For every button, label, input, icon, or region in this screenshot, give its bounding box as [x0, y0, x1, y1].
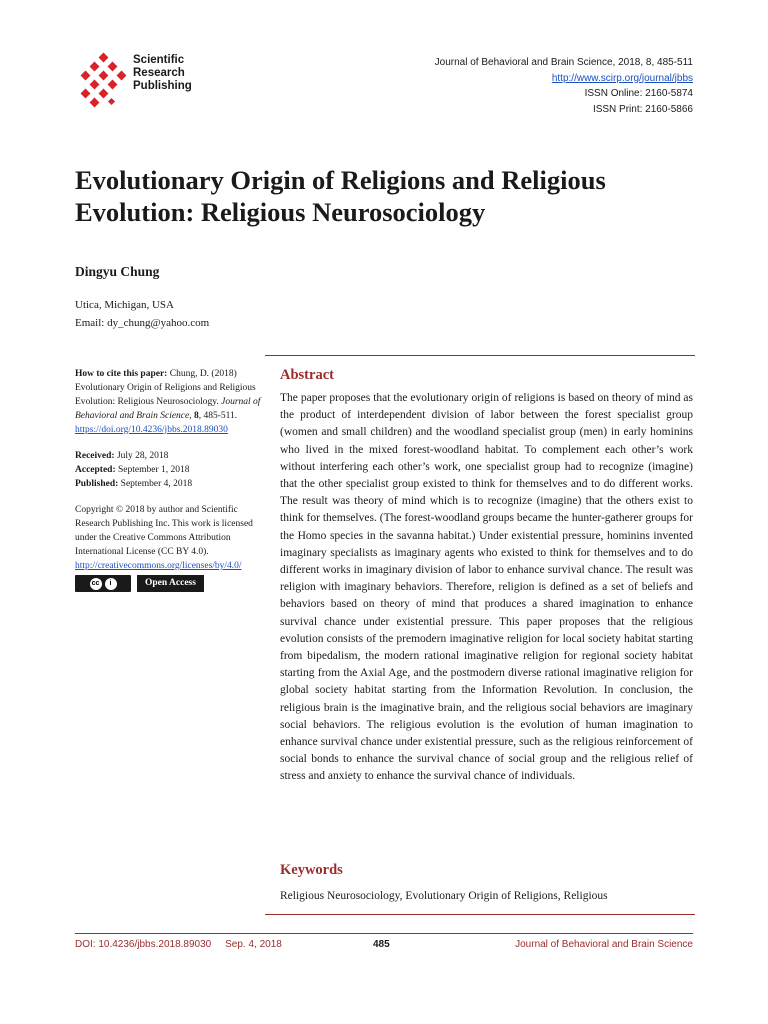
badges: [75, 575, 265, 592]
copyright-block: [75, 503, 265, 573]
abstract-bottom-rule: [265, 914, 695, 915]
abstract-text: The paper proposes that the evolutionary origin of religions is based on theory of mind as the product of interdependent division of labor between the forest specialist group (women and small children) and the woodland specialist group (men) in early hominins who lived in the mixed forest-woodland habitat. To complement each other’s work without interfering each other’s work, one specialist group had to recognize (imagine) that the other specialist group existed to think for themselves and to do different works. The result was theory of mind which is to recognize (imagine) that the others exist to think for themselves. (The forest-woodland groups became the hunter-gatherer groups for the Homo species in the savanna habitat.) Under existential pressure, hominins invented imaginary specialists as imaginary agents who existed to think for themselves and to do different works in imaginary division of labor to enhance survival chance. The result was religion with imaginary behaviors. Therefore, religion is defined as a set of beliefs and behaviors based on theory of mind that produces a shared imagination to enhance survival chance under existential pressure. This paper proposes that the religious evolution consists of the premodern imaginative religion for local society habitat starting from bipedalism, the modern rational imaginative religion for regional society habitat starting from the Axial Age, and the postmodern diverse rational imaginative religion for global society habitat starting from the Information Revolution. In conclusion, the religious brain is the imaginative brain, and the religious social behaviors are imaginary social behaviors. The religious evolution is the evolution of human imagination to enhance survival chance under existential pressure, such as the religious reinforcement of social bonds to enhance the survival chance of social group and the religious relief of stress and anxiety to enhance the survival chance of individuals.: [280, 392, 693, 783]
cite-comma: ,: [189, 411, 194, 421]
issn-print: ISSN Print: 2160-5866: [592, 103, 693, 115]
cite-volume: 8: [193, 411, 199, 421]
issn-online: ISSN Online: 2160-5874: [584, 88, 693, 99]
journal-citation: Journal of Behavioral and Brain Science, 2018, 8, 485-511: [434, 57, 693, 68]
cite-doi-link[interactable]: https://doi.org/10.4236/jbbs.2018.89030: [75, 425, 228, 435]
cite-pages: , 485-511.: [198, 411, 238, 421]
logo-line: Publishing: [133, 80, 192, 92]
journal-url-link[interactable]: http://www.scirp.org/journal/jbbs: [551, 72, 693, 84]
accepted-value: September 1, 2018: [115, 465, 190, 475]
footer-doi: DOI: 10.4236/jbbs.2018.89030 Sep. 4, 2018: [75, 939, 282, 950]
cite-label: How to cite this paper:: [75, 369, 168, 379]
accepted-label: Accepted:: [75, 465, 116, 475]
footer-rule: [75, 933, 693, 934]
copyright-text: Copyright © 2018 by author and Scientific Research Publishing Inc. This work is licensed under the Creative Commons Attribution International License (CC BY 4.0).: [75, 505, 253, 557]
open-access-badge: Open Access: [137, 575, 204, 592]
license-link[interactable]: http://creativecommons.org/licenses/by/4.0/: [75, 561, 242, 571]
page-number: 485: [373, 939, 390, 950]
paper-title: Evolutionary Origin of Religions and Religious Evolution: Religious Neurosociology: [75, 165, 606, 227]
dates: [75, 449, 265, 491]
logo-text: [133, 54, 192, 93]
cc-icon: cc: [90, 578, 102, 590]
author-name: Dingyu Chung: [75, 264, 160, 279]
abstract-heading: Abstract: [280, 367, 334, 383]
logo-line: Scientific: [133, 54, 185, 66]
logo-mark-icon: [78, 52, 130, 114]
cc-by-badge[interactable]: [75, 575, 131, 592]
received-value: July 28, 2018: [114, 451, 169, 461]
attribution-icon: i: [105, 578, 117, 590]
abstract-top-rule: [265, 355, 695, 356]
cite-journal: Journal of Behavioral and Brain Science: [75, 397, 261, 421]
received-label: Received:: [75, 451, 115, 461]
footer-journal: Journal of Behavioral and Brain Science: [515, 939, 693, 950]
author-affiliation: [75, 296, 209, 332]
page-footer: [75, 939, 693, 955]
publisher-logo: [78, 52, 208, 114]
published-value: September 4, 2018: [118, 479, 193, 489]
affiliation-location: Utica, Michigan, USA: [75, 299, 174, 311]
how-to-cite: [75, 367, 265, 437]
logo-line: Research: [133, 67, 185, 79]
keywords-text: Religious Neurosociology, Evolutionary Origin of Religions, Religious: [280, 890, 608, 902]
journal-info: [435, 55, 693, 117]
citation-sidebar: [75, 367, 265, 592]
keywords-heading: Keywords: [280, 862, 343, 878]
cite-authors: Chung, D. (2018) Evolutionary Origin of Religions and Religious Evolution: Religious Neurosociology.: [75, 369, 256, 407]
published-label: Published:: [75, 479, 119, 489]
affiliation-email: Email: dy_chung@yahoo.com: [75, 317, 210, 329]
